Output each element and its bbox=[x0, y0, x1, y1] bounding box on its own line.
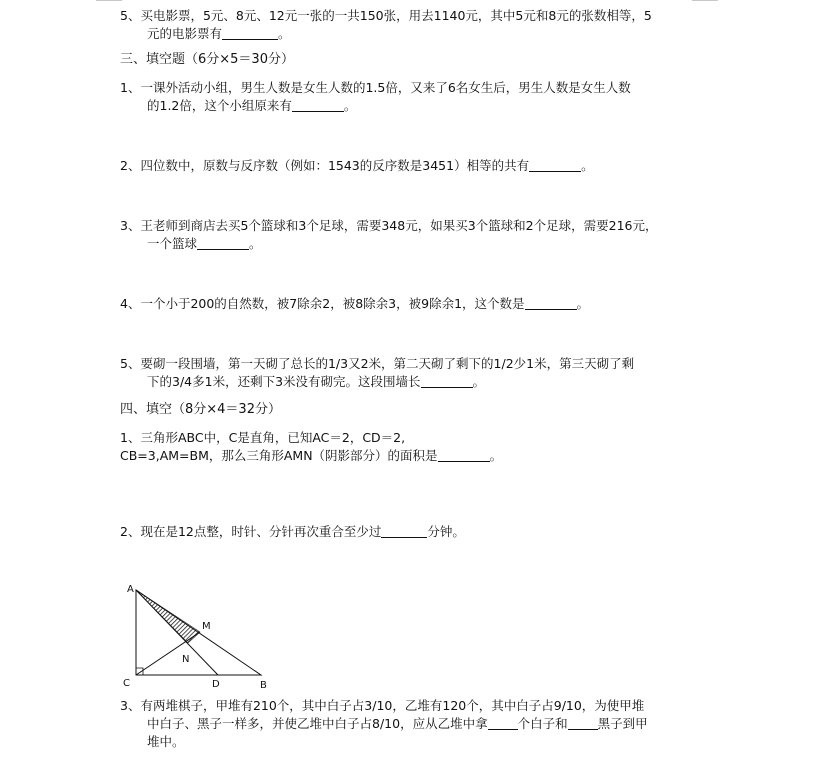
s4-q3-line3: 堆中。 bbox=[147, 734, 185, 749]
label-b: B bbox=[260, 680, 267, 691]
s3-q2-text: 2、四位数中，原数与反序数（例如：1543的反序数是3451）相等的共有 bbox=[120, 158, 530, 173]
segment-ad bbox=[136, 590, 218, 675]
s3-q2-line1 bbox=[120, 158, 594, 174]
s4-q3-end: 黑子到甲 bbox=[597, 716, 648, 731]
s3-q3-line1: 3、王老师到商店去买5个篮球和3个足球，需要348元，如果买3个篮球和2个足球，需要216元， bbox=[120, 218, 658, 233]
s3-q5-line2 bbox=[147, 374, 485, 390]
prev-q5-text: 元的电影票有 bbox=[147, 26, 223, 41]
s4-q2-line1 bbox=[120, 524, 465, 540]
s3-q4-line1 bbox=[120, 296, 589, 312]
s4-q3-line1: 3、有两堆棋子，甲堆有210个，其中白子占3/10，乙堆有120个，其中白子占9/10，为使甲堆 bbox=[120, 698, 645, 713]
label-m: M bbox=[202, 621, 211, 632]
s3-q2-end: 。 bbox=[581, 158, 594, 173]
s3-q3-text: 一个篮球 bbox=[147, 236, 198, 251]
answer-blank[interactable] bbox=[488, 717, 518, 730]
answer-blank[interactable] bbox=[421, 375, 473, 388]
s3-q5-text: 下的3/4多1米，还剩下3米没有砌完。这段围墙长 bbox=[147, 374, 421, 389]
label-d: D bbox=[212, 679, 220, 690]
segment-cm bbox=[136, 632, 200, 675]
label-c: C bbox=[123, 678, 130, 689]
s3-q3-end: 。 bbox=[249, 236, 262, 251]
answer-blank[interactable] bbox=[381, 525, 427, 538]
section-4-title: 四、填空（8分×4＝32分） bbox=[120, 402, 281, 417]
prev-q5-end: 。 bbox=[278, 26, 291, 41]
label-a: A bbox=[127, 584, 134, 595]
s3-q1-text: 的1.2倍，这个小组原来有 bbox=[147, 98, 292, 113]
answer-blank[interactable] bbox=[292, 99, 344, 112]
s4-q1-text: CB=3,AM=BM，那么三角形AMN（阴影部分）的面积是 bbox=[120, 448, 438, 463]
s4-q1-line2 bbox=[120, 448, 502, 464]
answer-blank[interactable] bbox=[438, 449, 490, 462]
answer-blank[interactable] bbox=[197, 237, 249, 250]
s4-q2-text: 2、现在是12点整，时针、分针再次重合至少过 bbox=[120, 524, 382, 539]
s3-q5-end: 。 bbox=[472, 374, 486, 389]
s4-q2-end: 分钟。 bbox=[427, 524, 465, 539]
triangle-abc-figure bbox=[118, 580, 278, 690]
prev-q5-line1: 5、买电影票，5元、8元、12元一张的一共150张，用去1140元，其中5元和8元的张数相等，5 bbox=[120, 8, 652, 23]
s4-q3-text: 中白子、黑子一样多，并使乙堆中白子占8/10，应从乙堆中拿 bbox=[147, 716, 488, 731]
page-corner-mark-left bbox=[96, 0, 122, 1]
s4-q1-line1: 1、三角形ABC中，C是直角，已知AC＝2，CD＝2, bbox=[120, 430, 406, 445]
s3-q3-line2 bbox=[147, 236, 262, 252]
section-3-title: 三、填空题（6分×5＝30分） bbox=[120, 52, 294, 67]
s3-q1-line1: 1、一课外活动小组，男生人数是女生人数的1.5倍，又来了6名女生后，男生人数是女生人数 bbox=[120, 80, 631, 95]
answer-blank[interactable] bbox=[568, 717, 598, 730]
page-corner-mark-right bbox=[692, 0, 718, 1]
s3-q5-line1: 5、要砌一段围墙，第一天砌了总长的1/3又2米，第二天砌了剩下的1/2少1米，第三天砌了剩 bbox=[120, 356, 635, 371]
prev-q5-line2 bbox=[147, 26, 291, 42]
label-n: N bbox=[182, 654, 190, 665]
answer-blank[interactable] bbox=[222, 27, 278, 40]
s4-q3-line2 bbox=[147, 716, 648, 732]
s3-q1-end: 。 bbox=[343, 98, 357, 113]
shaded-triangle-amn bbox=[136, 590, 200, 643]
answer-blank[interactable] bbox=[525, 297, 577, 310]
s3-q4-text: 4、一个小于200的自然数，被7除余2，被8除余3，被9除余1，这个数是 bbox=[120, 296, 525, 311]
s3-q4-end: 。 bbox=[576, 296, 590, 311]
answer-blank[interactable] bbox=[529, 159, 581, 172]
s4-q1-end: 。 bbox=[489, 448, 503, 463]
s4-q3-mid: 个白子和 bbox=[517, 716, 568, 731]
s3-q1-line2 bbox=[147, 98, 356, 114]
